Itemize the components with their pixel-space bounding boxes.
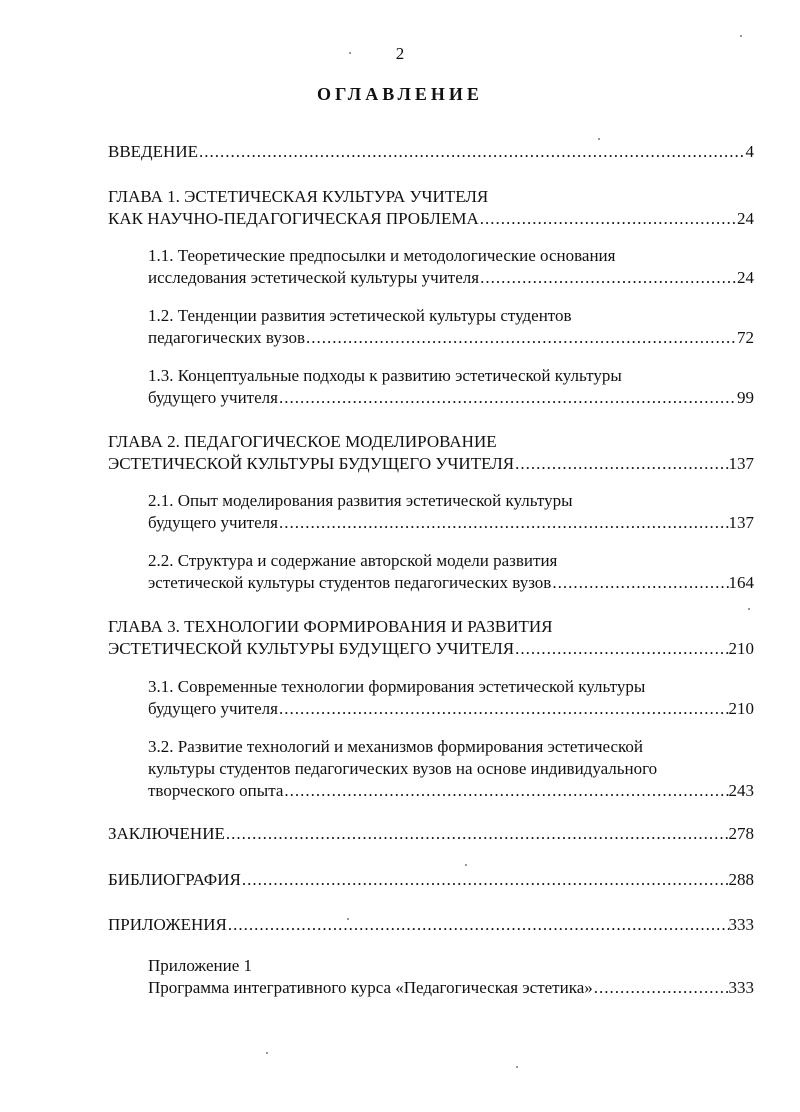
scan-speck: [748, 608, 750, 610]
dot-leader: [278, 512, 729, 534]
dot-leader: [278, 387, 737, 409]
toc-entry-title: ЭСТЕТИЧЕСКОЙ КУЛЬТУРЫ БУДУЩЕГО УЧИТЕЛЯ: [108, 454, 515, 473]
toc-entry-page: 24: [737, 268, 754, 287]
dot-leader: [278, 698, 729, 720]
dot-leader: [593, 977, 729, 999]
toc-entry-title: педагогических вузов: [148, 328, 305, 347]
toc-entry-page: 137: [728, 454, 754, 473]
toc-entry-page: 137: [728, 513, 754, 532]
toc-entry-page: 278: [728, 824, 754, 843]
toc-entry-page: 288: [728, 870, 754, 889]
toc-entry-title-line: ГЛАВА 2. ПЕДАГОГИЧЕСКОЕ МОДЕЛИРОВАНИЕ: [108, 432, 497, 451]
toc-entry-title: будущего учителя: [148, 513, 278, 532]
dot-leader: [479, 208, 737, 230]
dot-leader: [514, 453, 728, 475]
toc-entry-section-1-3[interactable]: [148, 365, 754, 409]
toc-entry-introduction[interactable]: [108, 141, 754, 163]
dot-leader: [305, 327, 737, 349]
toc-entry-page: 333: [728, 915, 754, 934]
toc-entry-page: 4: [745, 142, 754, 161]
toc-entry-title: ЗАКЛЮЧЕНИЕ: [108, 824, 225, 843]
toc-entry-title-line: 1.1. Теоретические предпосылки и методологические основания: [148, 246, 616, 265]
toc-entry-title: творческого опыта: [148, 781, 284, 800]
toc-entry-title-line: ГЛАВА 3. ТЕХНОЛОГИИ ФОРМИРОВАНИЯ И РАЗВИТИЯ: [108, 617, 553, 636]
toc-entry-title-line: 3.2. Развитие технологий и механизмов формирования эстетической: [148, 737, 644, 756]
toc-entry-title-line: 2.1. Опыт моделирования развития эстетической культуры: [148, 491, 573, 510]
toc-entry-title: Программа интегративного курса «Педагогическая эстетика»: [148, 978, 593, 997]
toc-entry-appendix-1[interactable]: [148, 955, 754, 999]
toc-title: ОГЛАВЛЕНИЕ: [317, 84, 483, 104]
scan-speck: [266, 1052, 268, 1054]
toc-entry-bibliography[interactable]: [108, 869, 754, 891]
toc-entry-page: 99: [737, 388, 754, 407]
toc-entry-appendices[interactable]: [108, 914, 754, 936]
scan-speck: [598, 138, 600, 140]
toc-entry-section-2-2[interactable]: [148, 550, 754, 594]
toc-entry-page: 24: [737, 209, 754, 228]
toc-entry-title: будущего учителя: [148, 388, 278, 407]
toc-entry-section-1-2[interactable]: [148, 305, 754, 349]
toc-entry-title: ЭСТЕТИЧЕСКОЙ КУЛЬТУРЫ БУДУЩЕГО УЧИТЕЛЯ: [108, 639, 515, 658]
toc-entry-chapter-2[interactable]: [108, 431, 754, 475]
toc-entry-title-line: культуры студентов педагогических вузов на основе индивидуального: [148, 759, 658, 778]
toc-entry-title: ПРИЛОЖЕНИЯ: [108, 915, 227, 934]
toc-entry-page: 72: [737, 328, 754, 347]
toc-entry-title-line: 3.1. Современные технологии формирования эстетической культуры: [148, 677, 646, 696]
scan-speck: [465, 864, 467, 866]
page-number: 2: [395, 44, 405, 63]
toc-entry-title: БИБЛИОГРАФИЯ: [108, 870, 241, 889]
toc-entry-page: 210: [728, 639, 754, 658]
toc-entry-title: КАК НАУЧНО-ПЕДАГОГИЧЕСКАЯ ПРОБЛЕМА: [108, 209, 479, 228]
toc-entry-section-3-2[interactable]: [148, 736, 754, 802]
toc-entry-title-line: 2.2. Структура и содержание авторской модели развития: [148, 551, 558, 570]
scan-speck: [349, 52, 351, 54]
toc-entry-chapter-3[interactable]: [108, 616, 754, 660]
toc-entry-title: будущего учителя: [148, 699, 278, 718]
toc-entry-page: 333: [728, 978, 754, 997]
toc-entry-page: 164: [728, 573, 754, 592]
toc-entry-conclusion[interactable]: [108, 823, 754, 845]
dot-leader: [198, 141, 746, 163]
toc-entry-title: эстетической культуры студентов педагогических вузов: [148, 573, 552, 592]
dot-leader: [514, 638, 728, 660]
scan-speck: [347, 918, 349, 920]
toc-entry-title-line: ГЛАВА 1. ЭСТЕТИЧЕСКАЯ КУЛЬТУРА УЧИТЕЛЯ: [108, 187, 489, 206]
dot-leader: [227, 914, 729, 936]
toc-entry-title: ВВЕДЕНИЕ: [108, 142, 198, 161]
toc-entry-title-line: 1.2. Тенденции развития эстетической культуры студентов: [148, 306, 572, 325]
dot-leader: [479, 267, 737, 289]
toc-entry-page: 210: [728, 699, 754, 718]
toc-entry-page: 243: [728, 781, 754, 800]
toc-entry-section-2-1[interactable]: [148, 490, 754, 534]
scan-speck: [516, 1066, 518, 1068]
toc-entry-section-1-1[interactable]: [148, 245, 754, 289]
dot-leader: [241, 869, 729, 891]
toc-entry-section-3-1[interactable]: [148, 676, 754, 720]
scan-speck: [740, 35, 742, 37]
dot-leader: [551, 572, 728, 594]
dot-leader: [283, 780, 728, 802]
toc-entry-title-line: Приложение 1: [148, 956, 252, 975]
dot-leader: [225, 823, 729, 845]
toc-entry-title: исследования эстетической культуры учителя: [148, 268, 480, 287]
toc-entry-chapter-1[interactable]: [108, 186, 754, 230]
toc-entry-title-line: 1.3. Концептуальные подходы к развитию эстетической культуры: [148, 366, 622, 385]
